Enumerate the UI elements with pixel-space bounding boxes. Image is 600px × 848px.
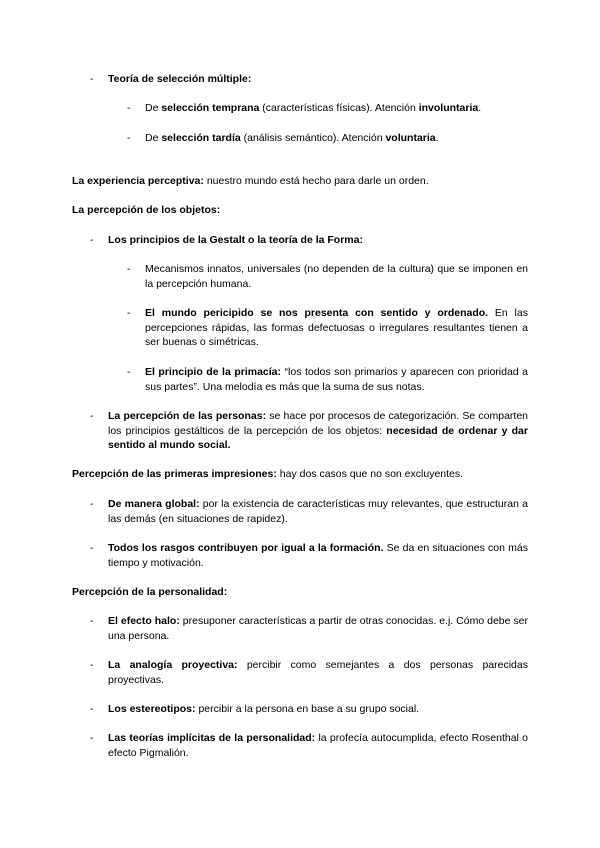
bullet-dash: - [90,703,94,715]
teorias-implicitas: Las teorías implícitas de la personalidad: la profecía autocumplida, efecto Rosenthal o efecto Pigmalión. [108,732,528,759]
experiencia-perceptiva: La experiencia perceptiva: nuestro mundo está hecho para darle un orden. [72,175,429,187]
bullet-dash: - [90,615,94,627]
principio-primacia: El principio de la primacía: “los todos son primarios y aparecen con prioridad a sus partes”. Una melodía es más que la suma de sus notas. [145,366,529,393]
manera-global: De manera global: por la existencia de características muy relevantes, que estructuran a las demás (en situaciones de rapidez). [108,498,528,525]
bullet-dash: - [90,410,94,422]
bullet-dash: - [127,366,131,378]
bullet-dash: - [90,498,94,510]
seleccion-tardia: De selección tardía (análisis semántico). Atención voluntaria. [145,132,439,144]
analogia-proyectiva: La analogía proyectiva: percibir como semejantes a dos personas parecidas proyectivas. [108,659,528,686]
bullet-dash: - [90,659,94,671]
bullet-dash: - [90,542,94,554]
percepcion-personalidad-heading: Percepción de la personalidad: [72,586,228,598]
bullet-dash: - [127,307,131,319]
tsm-title: Teoría de selección múltiple: [108,73,252,85]
estereotipos: Los estereotipos: percibir a la persona en base a su grupo social. [108,703,420,715]
bullet-dash: - [127,263,131,275]
bullet-dash: - [127,132,131,144]
bullet-dash: - [90,732,94,744]
seleccion-temprana: De selección temprana (características físicas). Atención involuntaria. [145,102,482,114]
mundo-percibido: El mundo pericipido se nos presenta con sentido y ordenado. En las percepciones rápidas, las formas defectuosas o irregulares resultantes tienen a ser buenas o simétricas. [145,307,528,348]
gestalt-title: Los principios de la Gestalt o la teoría de la Forma: [108,234,363,246]
bullet-dash: - [127,102,131,114]
efecto-halo: El efecto halo: presuponer características a partir de otras conocidas. e.j. Cómo debe ser una persona. [108,615,528,642]
primeras-impresiones: Percepción de las primeras impresiones: hay dos casos que no son excluyentes. [72,468,464,480]
todos-los-rasgos: Todos los rasgos contribuyen por igual a la formación. Se da en situaciones con más tiempo y motivación. [108,542,528,569]
mecanismos-innatos: Mecanismos innatos, universales (no dependen de la cultura) que se imponen en la percepción humana. [145,263,528,290]
percepcion-personas: La percepción de las personas: se hace por procesos de categorización. Se comparten los principios gestálticos de la percepción de los objetos: necesidad de ordenar y dar sentido al mundo social. [108,410,528,451]
bullet-dash: - [90,234,94,246]
percepcion-objetos-heading: La percepción de los objetos: [72,204,221,216]
bullet-dash: - [90,73,94,85]
